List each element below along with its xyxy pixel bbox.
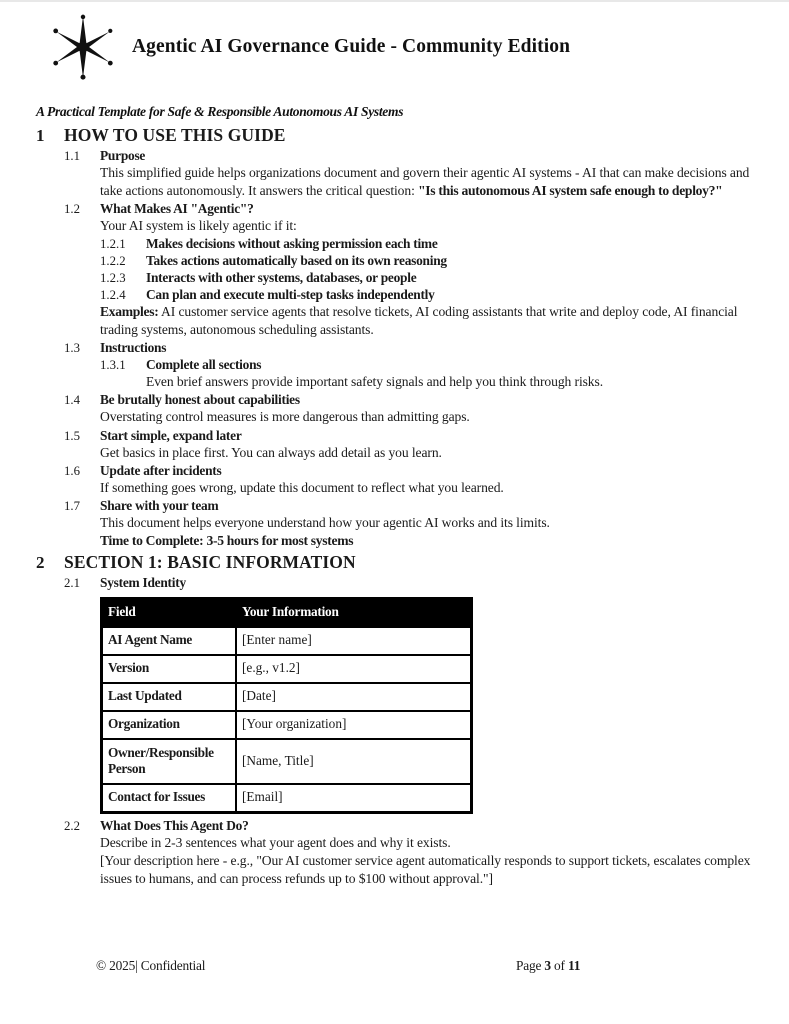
list-item-1-2-1 — [36, 236, 768, 252]
table-cell-value[interactable]: [Your organization] — [236, 711, 471, 739]
list-item-1-2-2 — [36, 253, 768, 269]
heading-number: 1.3 — [64, 341, 80, 356]
heading-section-2-2 — [36, 818, 768, 834]
table-cell-value[interactable]: [Enter name] — [236, 627, 471, 655]
page-top-edge — [0, 0, 789, 2]
heading-text: Purpose — [100, 148, 146, 163]
six-point-star-icon — [48, 12, 118, 82]
section-1-5-detail-text: Get basics in place first. You can always add detail as you learn. — [100, 444, 442, 460]
table-row — [102, 655, 471, 683]
table-cell-value[interactable]: [Email] — [236, 784, 471, 812]
section-2-2-placeholder-text[interactable]: [Your description here - e.g., "Our AI customer service agent automatically responds to support tickets, escalates complex issues to humans, and can process refunds up to $100 without approval."] — [100, 852, 751, 887]
list-item-number: 1.2.2 — [100, 254, 126, 269]
list-item-1-2-4 — [36, 287, 768, 303]
list-item-number: 1.2.1 — [100, 237, 126, 252]
heading-section-1-5 — [36, 428, 768, 444]
table-column-header-your-information: Your Information — [236, 599, 471, 627]
footer-page-middle: of — [550, 958, 568, 973]
heading-section-2 — [36, 552, 768, 573]
heading-text: Share with your team — [100, 497, 219, 513]
heading-section-1-7 — [36, 498, 768, 514]
table-column-header-field: Field — [102, 599, 236, 627]
footer-page-number — [516, 958, 580, 974]
list-item-number: 1.3.1 — [100, 358, 126, 373]
heading-section-1-6 — [36, 463, 768, 479]
heading-number: 2 — [36, 552, 45, 572]
heading-number: 1.1 — [64, 149, 80, 163]
heading-number: 2.2 — [64, 818, 80, 833]
purpose-emphasis-text: "Is this autonomous AI system safe enough to deploy?" — [418, 183, 723, 199]
list-item-number: 1.2.3 — [100, 271, 126, 286]
section-1-4-detail-text: Overstating control measures is more dangerous than admitting gaps. — [100, 409, 470, 425]
heading-number: 1.2 — [64, 202, 80, 217]
heading-text: What Does This Agent Do? — [100, 817, 249, 833]
examples-paragraph — [100, 303, 768, 339]
time-to-complete-note: Time to Complete: 3-5 hours for most systems — [100, 532, 354, 548]
table-cell-field: Last Updated — [102, 683, 236, 711]
heading-section-1-3 — [36, 340, 768, 356]
table-cell-field: Owner/Responsible Person — [102, 739, 236, 784]
section-2-2-detail-text: Describe in 2-3 sentences what your agent does and why it exists. — [100, 834, 451, 850]
list-item-label: Complete all sections — [146, 357, 262, 373]
table-cell-field: Contact for Issues — [102, 784, 236, 812]
heading-text: Start simple, expand later — [100, 427, 242, 443]
list-item-1-3-1 — [36, 357, 768, 373]
document-body — [36, 104, 768, 888]
examples-label: Examples: — [100, 304, 159, 320]
heading-text: HOW TO USE THIS GUIDE — [64, 125, 286, 145]
page-footer — [36, 958, 753, 984]
table-row — [102, 711, 471, 739]
purpose-paragraph — [100, 164, 768, 200]
table-cell-value[interactable]: [Name, Title] — [236, 739, 471, 784]
agentic-intro-text: Your AI system is likely agentic if it: — [100, 218, 297, 234]
heading-number: 1.6 — [64, 463, 80, 478]
heading-number: 1.7 — [64, 498, 80, 513]
list-item-label: Takes actions automatically based on its own reasoning — [146, 253, 447, 269]
list-item-1-2-3 — [36, 270, 768, 286]
heading-text: What Makes AI "Agentic"? — [100, 201, 254, 217]
heading-text: Be brutally honest about capabilities — [100, 392, 300, 408]
heading-text: Instructions — [100, 340, 167, 356]
table-cell-field: Version — [102, 655, 236, 683]
heading-section-1-4 — [36, 392, 768, 408]
document-subtitle: A Practical Template for Safe & Responsible Autonomous AI Systems — [36, 104, 404, 119]
system-identity-table-container — [100, 597, 473, 814]
footer-page-total: 11 — [567, 958, 581, 973]
heading-number: 1.5 — [64, 428, 80, 443]
footer-copyright: © 2025| Confidential — [96, 958, 206, 973]
list-item-label: Interacts with other systems, databases, or people — [146, 270, 417, 286]
section-1-6-detail-text: If something goes wrong, update this document to reflect what you learned. — [100, 479, 504, 495]
heading-text: System Identity — [100, 574, 186, 590]
footer-page-prefix: Page — [516, 958, 545, 973]
table-row — [102, 739, 471, 784]
list-item-number: 1.2.4 — [100, 288, 126, 303]
table-cell-field: AI Agent Name — [102, 627, 236, 655]
instructions-detail-text: Even brief answers provide important safety signals and help you think through risks. — [146, 374, 603, 390]
heading-number: 1 — [36, 126, 45, 145]
table-cell-value[interactable]: [e.g., v1.2] — [236, 655, 471, 683]
heading-number: 2.1 — [64, 575, 80, 590]
table-row — [102, 683, 471, 711]
page-title: Agentic AI Governance Guide - Community Edition — [132, 36, 571, 57]
heading-text: SECTION 1: BASIC INFORMATION — [64, 551, 356, 572]
section-1-7-detail-text: This document helps everyone understand how your agentic AI works and its limits. — [100, 514, 550, 530]
heading-section-1-2 — [36, 201, 768, 217]
table-header-row — [102, 599, 471, 627]
list-item-label: Makes decisions without asking permission each time — [146, 236, 438, 252]
purpose-lead-text: This simplified guide helps organizations document and govern their agentic AI systems - AI that can make decisions and take actions autonomously. It answers the critical question: — [100, 165, 750, 199]
footer-page-current: 3 — [544, 958, 551, 973]
table-cell-field: Organization — [102, 711, 236, 739]
document-header — [48, 8, 749, 86]
examples-text: AI customer service agents that resolve tickets, AI coding assistants that write and deploy code, AI financial trading systems, autonomous scheduling assistants. — [100, 304, 738, 338]
heading-section-1-1 — [36, 148, 768, 164]
table-row — [102, 784, 471, 812]
heading-text: Update after incidents — [100, 462, 222, 478]
list-item-label: Can plan and execute multi-step tasks independently — [146, 287, 435, 303]
heading-section-2-1 — [36, 575, 768, 591]
heading-number: 1.4 — [64, 393, 80, 408]
table-row — [102, 627, 471, 655]
table-cell-value[interactable]: [Date] — [236, 683, 471, 711]
system-identity-table — [102, 599, 471, 812]
heading-section-1 — [36, 125, 768, 146]
